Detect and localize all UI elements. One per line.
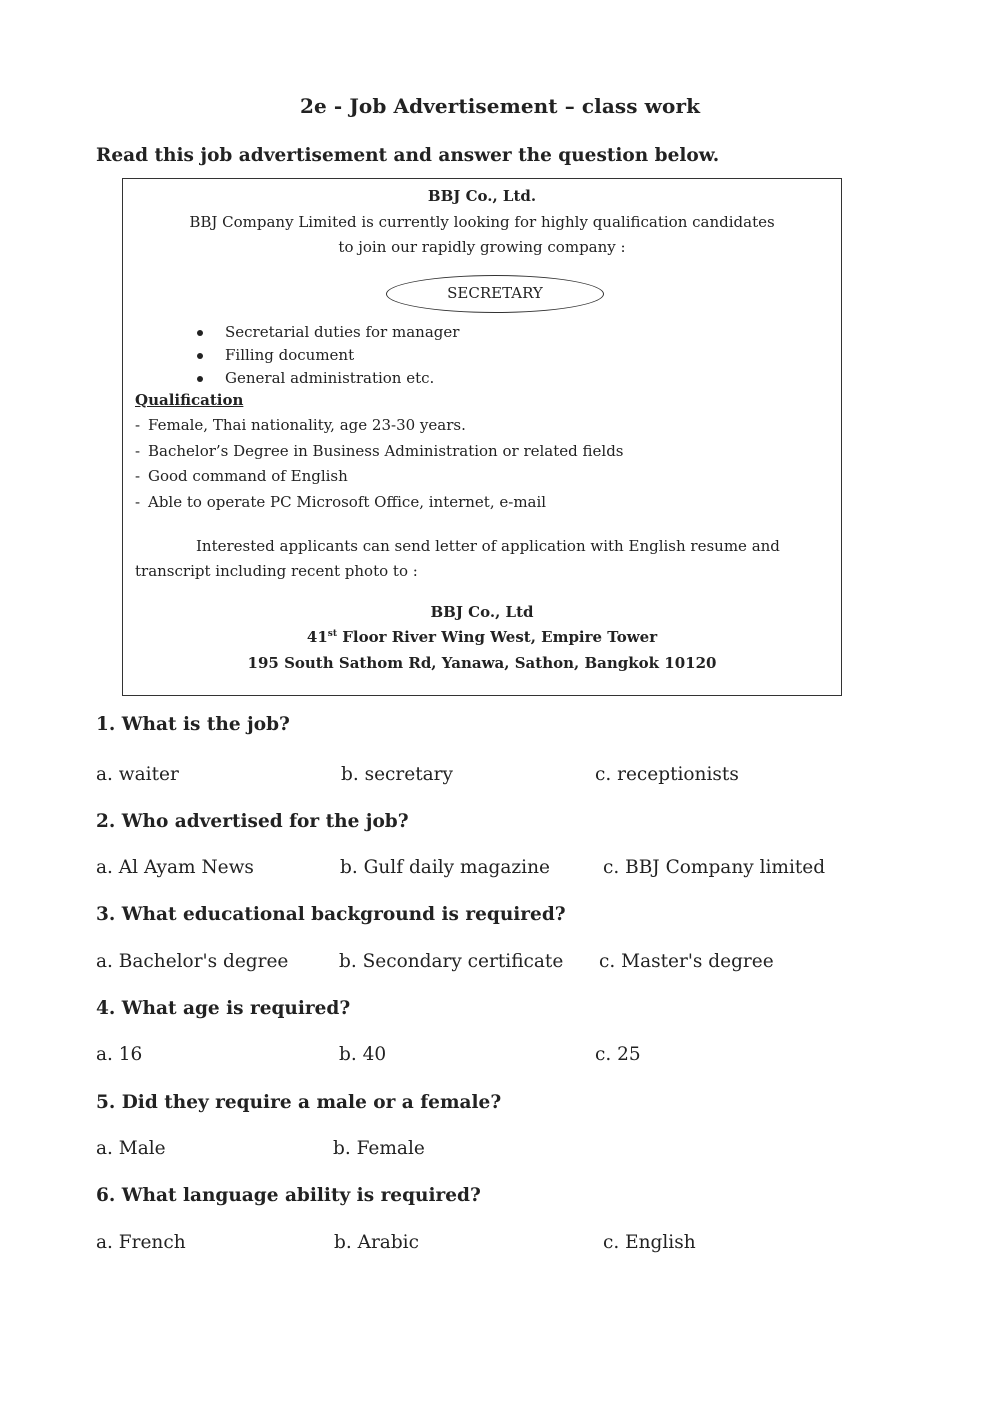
qualification-item: - Female, Thai nationality, age 23-30 years. [135, 416, 466, 434]
bullet-icon [197, 330, 203, 336]
question-4: 4. What age is required? [96, 998, 351, 1019]
qualification-item: - Able to operate PC Microsoft Office, internet, e-mail [135, 493, 547, 511]
q3-option-c[interactable]: c. Master's degree [599, 951, 774, 972]
q3-option-b[interactable]: b. Secondary certificate [339, 951, 564, 972]
ad-intro-line-2: to join our rapidly growing company : [338, 238, 626, 256]
question-6: 6. What language ability is required? [96, 1185, 481, 1206]
instruction-text: Read this job advertisement and answer the question below. [96, 145, 720, 166]
duty-item: General administration etc. [225, 369, 435, 387]
q2-option-b[interactable]: b. Gulf daily magazine [340, 857, 550, 878]
duty-item: Filling document [225, 346, 355, 364]
q4-option-a[interactable]: a. 16 [96, 1044, 143, 1065]
q3-option-a[interactable]: a. Bachelor's degree [96, 951, 289, 972]
bullet-icon [197, 353, 203, 359]
qualification-text: Bachelor’s Degree in Business Administration or related fields [148, 442, 624, 460]
address-floor: 41st Floor River Wing West, Empire Tower [306, 628, 658, 646]
question-2: 2. Who advertised for the job? [96, 811, 409, 832]
q4-option-c[interactable]: c. 25 [595, 1044, 641, 1065]
question-1: 1. What is the job? [96, 714, 290, 735]
question-5: 5. Did they require a male or a female? [96, 1092, 502, 1113]
q5-option-b[interactable]: b. Female [333, 1138, 425, 1159]
ad-intro-line-1: BBJ Company Limited is currently looking for highly qualification candidates [189, 213, 775, 231]
job-advertisement-box [122, 178, 842, 696]
q4-option-b[interactable]: b. 40 [339, 1044, 387, 1065]
q6-option-a[interactable]: a. French [96, 1232, 186, 1253]
question-3: 3. What educational background is required? [96, 904, 566, 925]
q1-option-a[interactable]: a. waiter [96, 764, 179, 785]
duty-item: Secretarial duties for manager [225, 323, 460, 341]
address-company: BBJ Co., Ltd [430, 603, 534, 621]
q1-option-b[interactable]: b. secretary [341, 764, 453, 785]
q2-option-c[interactable]: c. BBJ Company limited [603, 857, 826, 878]
qualification-item: - Bachelor’s Degree in Business Administration or related fields [135, 442, 624, 460]
q5-option-a[interactable]: a. Male [96, 1138, 166, 1159]
ad-company-name: BBJ Co., Ltd. [427, 187, 537, 205]
qualification-text: Able to operate PC Microsoft Office, internet, e-mail [148, 493, 547, 511]
q2-option-a[interactable]: a. Al Ayam News [96, 857, 254, 878]
qualification-heading: Qualification [135, 391, 244, 409]
position-oval: SECRETARY [386, 275, 604, 313]
q6-option-c[interactable]: c. English [603, 1232, 696, 1253]
q1-option-c[interactable]: c. receptionists [595, 764, 739, 785]
qualification-item: - Good command of English [135, 467, 348, 485]
application-instructions: Interested applicants can send letter of application with English resume and transcript including recent photo to : [135, 537, 780, 580]
qualification-text: Female, Thai nationality, age 23-30 years. [148, 416, 466, 434]
address-street: 195 South Sathom Rd, Yanawa, Sathon, Bangkok 10120 [247, 654, 717, 672]
q6-option-b[interactable]: b. Arabic [334, 1232, 419, 1253]
qualification-text: Good command of English [148, 467, 348, 485]
bullet-icon [197, 376, 203, 382]
worksheet-title: 2e - Job Advertisement – class work [299, 94, 701, 118]
